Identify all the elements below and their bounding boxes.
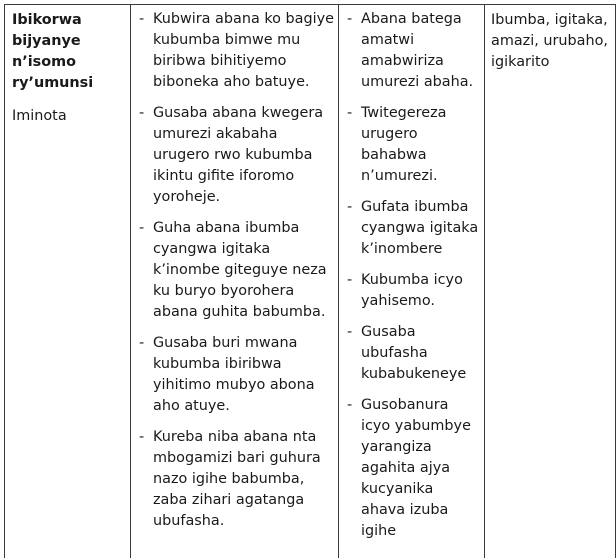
list-item bbox=[347, 270, 480, 312]
list-item-text: Abana batega amatwi amabwiriza umurezi abaha. bbox=[361, 11, 474, 90]
list-item bbox=[347, 9, 480, 93]
list-item-text: Kubumba icyo yahisemo. bbox=[361, 272, 463, 309]
list-item bbox=[347, 197, 480, 260]
dash-bullet: - bbox=[347, 11, 353, 27]
list-item-text: Gufata ibumba cyangwa igitaka k’inombere bbox=[361, 199, 479, 257]
activity-heading: Ibikorwa bijyanye n’isomo ry’umunsi bbox=[12, 12, 94, 91]
list-item bbox=[139, 103, 334, 208]
list-item-text: Kureba niba abana nta mbogamizi bari guhura nazo igihe babumba, zaba zihari agatanga ubufasha. bbox=[153, 429, 321, 529]
list-item-text: Gusaba abana kwegera umurezi akabaha urugero rwo kubumba ikintu gifite iforomo yoroheje. bbox=[153, 105, 324, 205]
dash-bullet: - bbox=[139, 11, 145, 27]
duration-label: Iminota bbox=[12, 108, 67, 124]
materials-cell bbox=[485, 5, 616, 558]
dash-bullet: - bbox=[347, 324, 353, 340]
list-item bbox=[347, 322, 480, 385]
list-item bbox=[139, 9, 334, 93]
activity-title-cell bbox=[5, 5, 131, 558]
dash-bullet: - bbox=[139, 429, 145, 445]
list-item-text: Kubwira abana ko bagiye kubumba bimwe mu biribwa bihitiyemo biboneka aho batuye. bbox=[153, 11, 334, 90]
learner-activities-cell bbox=[339, 5, 485, 558]
dash-bullet: - bbox=[347, 105, 353, 121]
list-item-text: Guha abana ibumba cyangwa igitaka k’inombe giteguye neza ku buryo byorohera abana guhita babumba. bbox=[153, 220, 327, 320]
list-item bbox=[347, 103, 480, 187]
list-item-text: Gusobanura icyo yabumbye yarangiza agahita ajya kucyanika ahava izuba igihe bbox=[361, 397, 471, 539]
list-item-text: Gusaba buri mwana kubumba ibiribwa yihitimo mubyo abona aho atuye. bbox=[153, 335, 315, 414]
dash-bullet: - bbox=[139, 335, 145, 351]
dash-bullet: - bbox=[347, 199, 353, 215]
teacher-activities-list bbox=[131, 5, 338, 532]
learner-activities-list bbox=[339, 5, 484, 542]
materials-text: Ibumba, igitaka, amazi, urubaho, igikarito bbox=[491, 12, 608, 70]
table-row bbox=[5, 5, 616, 558]
lesson-table bbox=[4, 4, 616, 558]
list-item bbox=[347, 395, 480, 542]
list-item-text: Twitegereza urugero bahabwa n’umurezi. bbox=[361, 105, 447, 184]
list-item bbox=[139, 218, 334, 323]
dash-bullet: - bbox=[347, 272, 353, 288]
list-item-text: Gusaba ubufasha kubabukeneye bbox=[361, 324, 467, 382]
list-item bbox=[139, 333, 334, 417]
dash-bullet: - bbox=[139, 220, 145, 236]
list-item bbox=[139, 427, 334, 532]
teacher-activities-cell bbox=[131, 5, 339, 558]
dash-bullet: - bbox=[347, 397, 353, 413]
dash-bullet: - bbox=[139, 105, 145, 121]
